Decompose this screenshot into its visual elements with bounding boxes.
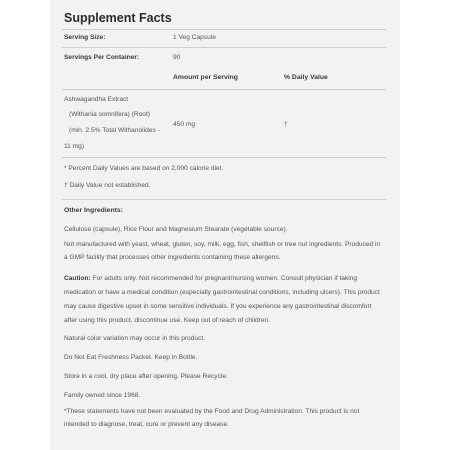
- footnote-not-established: † Daily Value not established.: [64, 182, 151, 189]
- fda-disclaimer-cont: intended to diagnose, treat, cure or prevent any disease.: [64, 421, 229, 428]
- allergen-statement: Not manufactured with yeast, wheat, gluten, soy, milk, egg, fish, shellfish or tree nut ingredients. Produced in: [64, 241, 381, 248]
- serving-size-value: 1 Veg Capsule: [173, 34, 216, 41]
- supplement-facts-panel: [50, 0, 400, 450]
- amount-column-header: Amount per Serving: [173, 74, 238, 81]
- caution-text: For adults only. Not recommended for pregnant/nursing women. Consult physician if taking: [90, 275, 358, 282]
- caution-label: Caution:: [64, 275, 91, 282]
- freshness-packet-note: Do Not Eat Freshness Packet. Keep in Bottle.: [64, 354, 198, 361]
- footnote-daily-values: * Percent Daily Values are based on 2,000 calorie diet.: [64, 165, 224, 172]
- ingredient-standardization: (min. 2.5% Total Withanolides -: [69, 127, 160, 134]
- ingredient-daily-value: †: [284, 121, 288, 128]
- fda-disclaimer: *These statements have not been evaluated by the Food and Drug Administration. This product is not: [64, 408, 360, 415]
- ingredient-standardization-cont: 11 mg): [64, 143, 85, 150]
- divider: [62, 89, 386, 90]
- other-ingredients-heading: Other Ingredients:: [64, 207, 123, 214]
- allergen-statement-cont: a GMP facility that processes other ingredients containing these allergens.: [64, 254, 281, 261]
- ingredient-name: Ashwagandha Extract: [64, 96, 129, 103]
- caution-line-2: medication or have a medical condition (especially gastrointestinal conditions, including ulcers). This product: [64, 289, 380, 296]
- panel-title: Supplement Facts: [64, 11, 172, 25]
- serving-size-label: Serving Size:: [64, 34, 106, 41]
- ingredient-amount: 450 mg: [173, 121, 195, 128]
- daily-value-column-header: % Daily Value: [284, 74, 328, 81]
- divider: [62, 29, 386, 30]
- other-ingredients-text: Cellulose (capsule), Rice Flour and Magnesium Stearate (vegetable source).: [64, 226, 288, 233]
- caution-line-1: [64, 276, 357, 283]
- divider: [62, 199, 386, 200]
- servings-per-container-label: Servings Per Container:: [64, 54, 140, 61]
- divider: [62, 157, 386, 158]
- color-variation-note: Natural color variation may occur in this product.: [64, 335, 206, 342]
- family-owned-note: Family owned since 1968.: [64, 392, 141, 399]
- divider: [62, 47, 386, 48]
- caution-line-3: may cause digestive upset in some sensitive individuals. If you experience any gastrointestinal discomfort: [64, 303, 372, 310]
- storage-note: Store in a cool, dry place after opening. Please Recycle.: [64, 373, 228, 380]
- ingredient-botanical: (Withania somnifera) (Root): [69, 111, 150, 118]
- caution-line-4: after using this product, discontinue use. Keep out of reach of children.: [64, 317, 270, 324]
- servings-per-container-value: 90: [173, 54, 181, 61]
